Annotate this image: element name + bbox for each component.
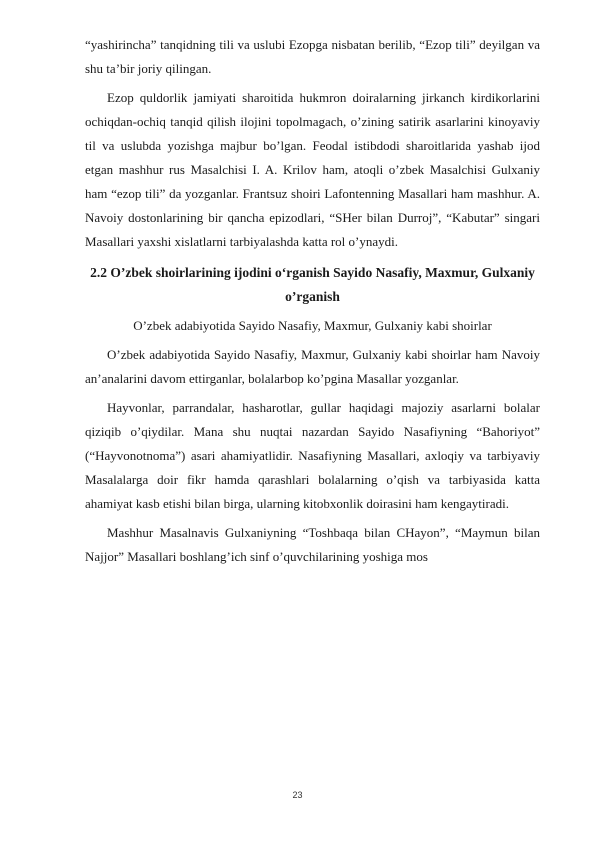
body-paragraph-3: O’zbek adabiyotida Sayido Nasafiy, Maxmur, Gulxaniy kabi shoirlar ham Navoiy an’analarini davom ettirganlar, bolalarbop ko’pgina Masallar yozganlar. xyxy=(85,347,540,386)
body-paragraph-2: Ezop quldorlik jamiyati sharoitida hukmron doiralarning jirkanch kirdikorlarini ochiqdan-ochiq tanqid qilish ilojini topolmagach, o’zining satirik asarlarini kinoyaviy til va uslubda yozishga majbur bo’lgan. Feodal istibdodi sharoitlarida yashab ijod etgan mashhur rus Masalchisi I. A. Krilov ham, atoqli o’zbek Masalchisi Gulxaniy ham “ezop tili” da yozganlar. Frantsuz shoiri Lafontenning Masallari ham mashhur. A. Navoiy dostonlarining bir qancha epizodlari, “SHer bilan Durroj”, “Kabutar” singari Masallari yaxshi xislatlarni tarbiyalashda katta rol o’ynaydi. xyxy=(85,90,540,249)
section-subtitle: O’zbek adabiyotida Sayido Nasafiy, Maxmur, Gulxaniy kabi shoirlar xyxy=(133,318,492,333)
section-heading: 2.2 O’zbek shoirlarining ijodini o‘rganish Sayido Nasafiy, Maxmur, Gulxaniy o’rganish xyxy=(90,265,535,304)
body-paragraph-5: Mashhur Masalnavis Gulxaniyning “Toshbaqa bilan CHayon”, “Maymun bilan Najjor” Masallari boshlang’ich sinf o’quvchilarining yoshiga mos xyxy=(85,525,540,564)
body-paragraph-4: Hayvonlar, parrandalar, hasharotlar, gullar haqidagi majoziy asarlarni bolalar qiziqib o’qiydilar. Mana shu nuqtai nazardan Sayido Nasafiyning “Bahoriyot” (“Hayvonotnoma”) asari ahamiyatlidir. Nasafiyning Masallari, axloqiy va tarbiyaviy Masalalarga doir fikr hamda qarashlari bolalarning o’qish va tarbiyasida katta ahamiyat kasb etishi bilan birga, ularning kitobxonlik doirasini ham kengaytiradi. xyxy=(85,400,540,511)
page-number: 23 xyxy=(292,790,303,800)
body-paragraph-1: “yashirincha” tanqidning tili va uslubi Ezopga nisbatan berilib, “Ezop tili” deyilgan va shu ta’bir joriy qilingan. xyxy=(85,37,540,76)
page-body xyxy=(85,33,540,569)
